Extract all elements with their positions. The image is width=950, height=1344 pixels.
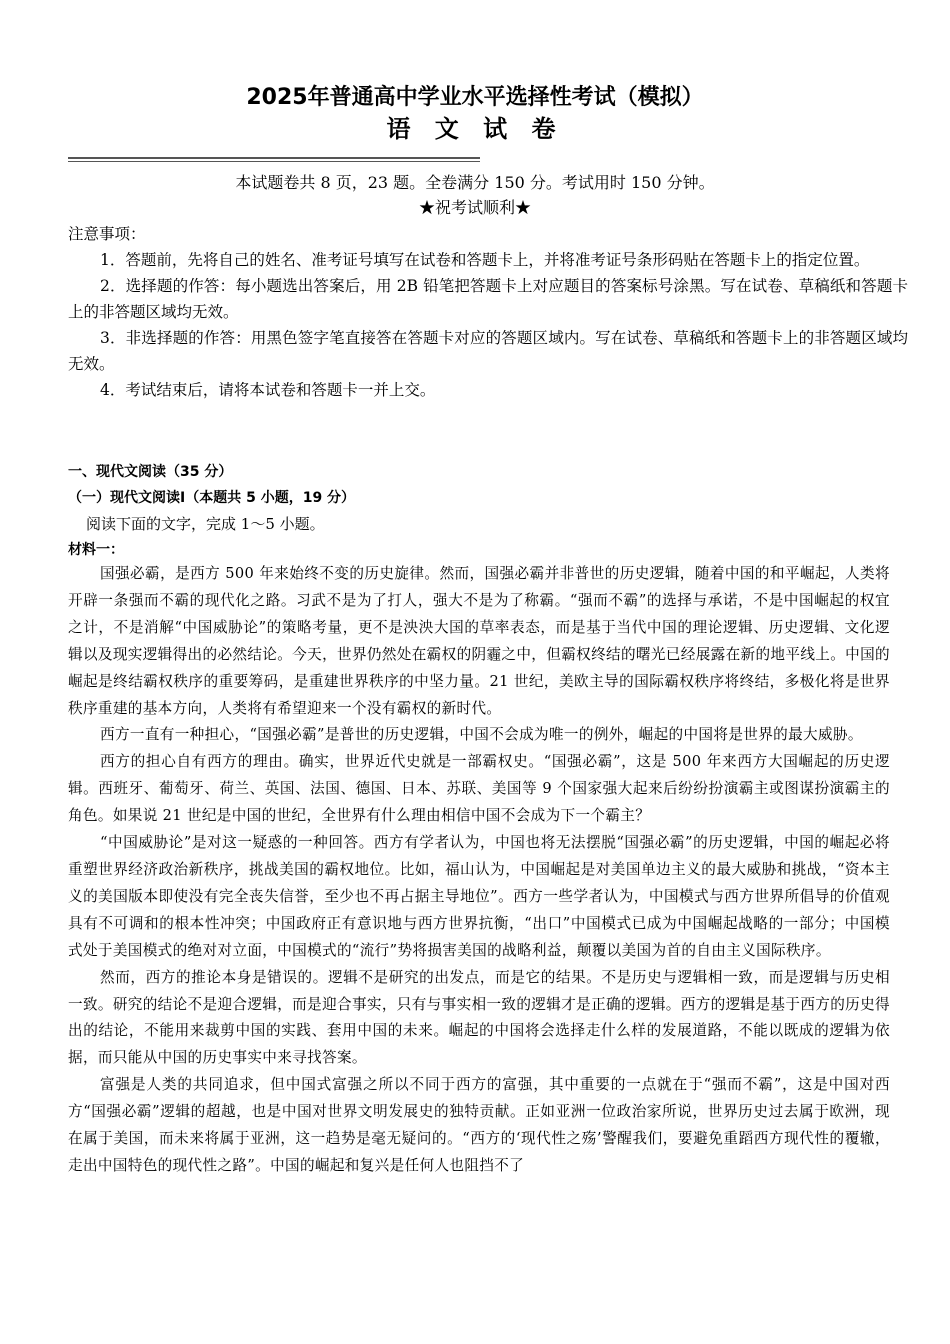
passage-paragraph-5: 然而，西方的推论本身是错误的。逻辑不是研究的出发点，而是它的结果。不是历史与逻辑相一致，而是逻辑与历史相一致。研究的结论不是迎合逻辑，而是迎合事实，只有与事实相一致的逻辑才是正确的逻辑。西方的逻辑是基于西方的历史得出的结论，不能用来裁剪中国的实践、套用中国的未来。崛起的中国将会选择走什么样的发展道路，不能以既成的逻辑为依据，而只能从中国的历史事实中来寻找答案。 (68, 968, 890, 1067)
reading-passage (68, 561, 890, 1180)
exam-info: 本试题卷共 8 页，23 题。全卷满分 150 分。考试用时 150 分钟。 (235, 173, 715, 192)
passage-paragraph-1: 国强必霸，是西方 500 年来始终不变的历史旋律。然而，国强必霸并非普世的历史逻辑，随着中国的和平崛起，人类将开辟一条强而不霸的现代化之路。习武不是为了打人，强大不是为了称霸。“强而不霸”的选择与承诺，不是中国崛起的权宜之计，不是消解“中国威胁论”的策略考量，更不是泱泱大国的草率表态，而是基于当代中国的理论逻辑、历史逻辑、文化逻辑以及现实逻辑得出的必然结论。今天，世界仍然处在霸权的阴霾之中，但霸权终结的曙光已经展露在新的地平线上。中国的崛起是终结霸权秩序的重要筹码，是重建世界秩序的中坚力量。21 世纪，美欧主导的国际霸权秩序将终结，多极化将是世界秩序重建的基本方向，人类将有希望迎来一个没有霸权的新时代。 (68, 565, 890, 717)
subsection-title: （一）现代文阅读Ⅰ（本题共 5 小题，19 分） (68, 490, 356, 506)
note-item-2: 2．选择题的作答：每小题选出答案后，用 2B 铅笔把答题卡上对应题目的答案标号涂黑。写在试卷、草稿纸和答题卡上的非答题区域均无效。 (68, 277, 908, 321)
note-item-1: 1．答题前，先将自己的姓名、准考证号填写在试卷和答题卡上，并将准考证号条形码贴在答题卡上的指定位置。 (100, 251, 870, 269)
divider-line-thick (68, 157, 480, 159)
exam-title: 2025年普通高中学业水平选择性考试（模拟） (246, 85, 704, 110)
section-title: 一、现代文阅读（35 分） (68, 464, 233, 480)
note-item-3: 3．非选择题的作答：用黑色签字笔直接答在答题卡对应的答题区域内。写在试卷、草稿纸和答题卡上的非答题区域均无效。 (68, 329, 908, 373)
passage-paragraph-4: “中国威胁论”是对这一疑惑的一种回答。西方有学者认为，中国也将无法摆脱“国强必霸”的历史逻辑，中国的崛起必将重塑世界经济政治新秩序，挑战美国的霸权地位。比如，福山认为，中国崛起是对美国单边主义的最大威胁和挑战，“资本主义的美国版本即使没有完全丧失信誉，至少也不再占据主导地位”。西方一些学者认为，中国模式与西方世界所倡导的价值观具有不可调和的根本性冲突；中国政府正有意识地与西方世界抗衡，“出口”中国模式已成为中国崛起战略的一部分；中国模式处于美国模式的绝对对立面，中国模式的“流行”势将损害美国的战略利益，颠覆以美国为首的自由主义国际秩序。 (68, 834, 890, 959)
material-label: 材料一： (68, 542, 124, 558)
divider-line-thin (68, 161, 480, 162)
passage-paragraph-2: 西方一直有一种担心，“国强必霸”是普世的历史逻辑，中国不会成为唯一的例外，崛起的中国将是世界的最大威胁。 (100, 726, 863, 744)
exam-wish: ★祝考试顺利★ (418, 198, 531, 217)
title-divider (68, 157, 480, 163)
reading-instruction: 阅读下面的文字，完成 1～5 小题。 (86, 515, 325, 533)
passage-paragraph-6: 富强是人类的共同追求，但中国式富强之所以不同于西方的富强，其中重要的一点就在于“强而不霸”，这是中国对西方“国强必霸”逻辑的超越，也是中国对世界文明发展史的独特贡献。正如亚洲一位政治家所说，世界历史过去属于欧洲，现在属于美国，而未来将属于亚洲，这一趋势是毫无疑问的。“西方的‘现代性之殇’警醒我们，要避免重蹈西方现代性的覆辙，走出中国特色的现代性之路”。中国的崛起和复兴是任何人也阻挡不了 (68, 1076, 890, 1174)
passage-paragraph-3: 西方的担心自有西方的理由。确实，世界近代史就是一部霸权史。“国强必霸”，这是 500 年来西方大国崛起的历史逻辑。西班牙、葡萄牙、荷兰、英国、法国、德国、日本、苏联、美国等 9 个国家强大起来后纷纷扮演霸主或图谋扮演霸主的角色。如果说 21 世纪是中国的世纪，全世界有什么理由相信中国不会成为下一个霸主？ (68, 753, 890, 825)
exam-subtitle: 语 文 试 卷 (386, 115, 564, 143)
notes-block (68, 221, 908, 403)
note-item-4: 4．考试结束后，请将本试卷和答题卡一并上交。 (100, 381, 436, 399)
notes-heading: 注意事项： (68, 225, 146, 243)
